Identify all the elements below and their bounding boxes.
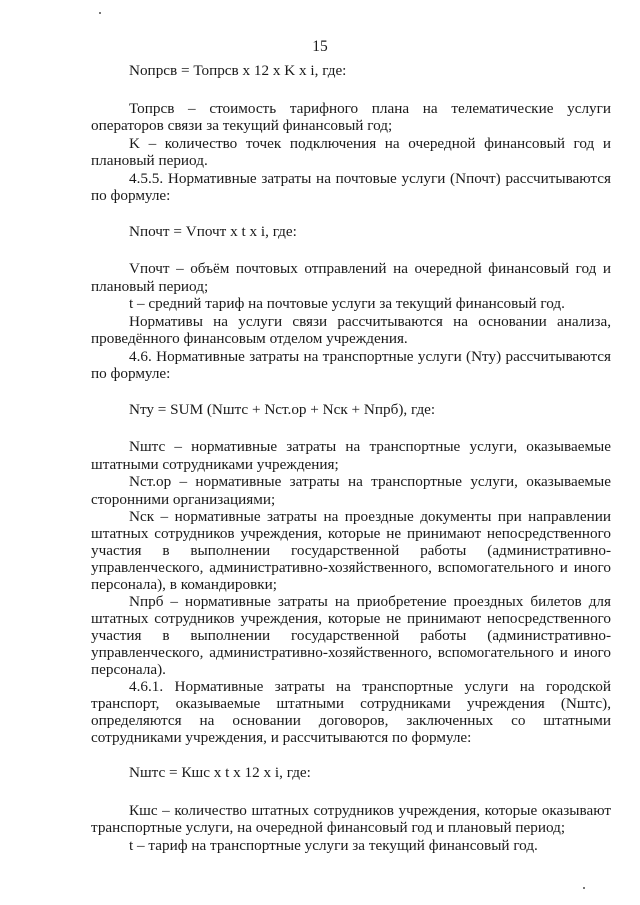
formula-n-pocht: Nпочт = Vпочт x t x i, где: xyxy=(129,222,297,240)
definition-n-shts: Nштс – нормативные затраты на транспортные услуги, оказываемые штатными сотрудниками учреждения; xyxy=(91,438,611,473)
section-4-6: 4.6. Нормативные затраты на транспортные услуги (Nту) рассчитываются по формуле: xyxy=(91,347,611,382)
section-4-6-1: 4.6.1. Нормативные затраты на транспортные услуги на городской транспорт, оказываемые штатными сотрудниками учреждения (Nштс), определяются на основании договоров, заключенных со штатными сотрудниками учреждения, и рассчитываются по формуле: xyxy=(91,678,611,746)
formula-n-oprsv: Nопрсв = Топрсв x 12 x K x i, где: xyxy=(129,62,347,79)
scan-speck xyxy=(99,12,101,14)
formula-n-tu: Nту = SUM (Nштс + Nст.ор + Nск + Nпрб), где: xyxy=(129,400,436,418)
formula-n-shts: Nштс = Кшс x t x 12 x i, где: xyxy=(129,764,311,781)
document-body xyxy=(91,62,611,854)
definition-n-sk: Nск – нормативные затраты на проездные документы при направлении штатных сотрудников учреждения, которые не принимают непосредственного участия в выполнении государственной работы (административно-управленческого, административно-хозяйственного, вспомогательного и иного персонала), в командировки; xyxy=(91,508,611,593)
definition-k-shs: Кшс – количество штатных сотрудников учреждения, которые оказывают транспортные услуги, на очередной финансовый год и плановый период; xyxy=(91,801,611,836)
scan-speck xyxy=(583,887,585,889)
definition-n-prb: Nпрб – нормативные затраты на приобретение проездных билетов для штатных сотрудников учреждения, которые не принимают непосредственного участия в выполнении государственной работы (административно-управленческого, административно-хозяйственного, вспомогательного и иного персонала). xyxy=(91,593,611,678)
definition-t-pocht: t – средний тариф на почтовые услуги за текущий финансовый год. xyxy=(129,295,565,312)
definition-t-oprsv: Топрсв – стоимость тарифного плана на телематические услуги операторов связи за текущий финансовый год; xyxy=(91,99,611,134)
definition-n-st-or: Nст.ор – нормативные затраты на транспортные услуги, оказываемые сторонними организациями; xyxy=(91,473,611,508)
section-4-5-5: 4.5.5. Нормативные затраты на почтовые услуги (Nпочт) рассчитываются по формуле: xyxy=(91,169,611,204)
definition-t-transport: t – тариф на транспортные услуги за текущий финансовый год. xyxy=(129,836,538,854)
definition-k: K – количество точек подключения на очередной финансовый год и плановый период. xyxy=(91,134,611,169)
definition-v-pocht: Vпочт – объём почтовых отправлений на очередной финансовый год и плановый период; xyxy=(91,260,611,295)
note-normatives-communication: Нормативы на услуги связи рассчитываются на основании анализа, проведённого финансовым отделом учреждения. xyxy=(91,312,611,347)
page-number: 15 xyxy=(312,38,328,55)
